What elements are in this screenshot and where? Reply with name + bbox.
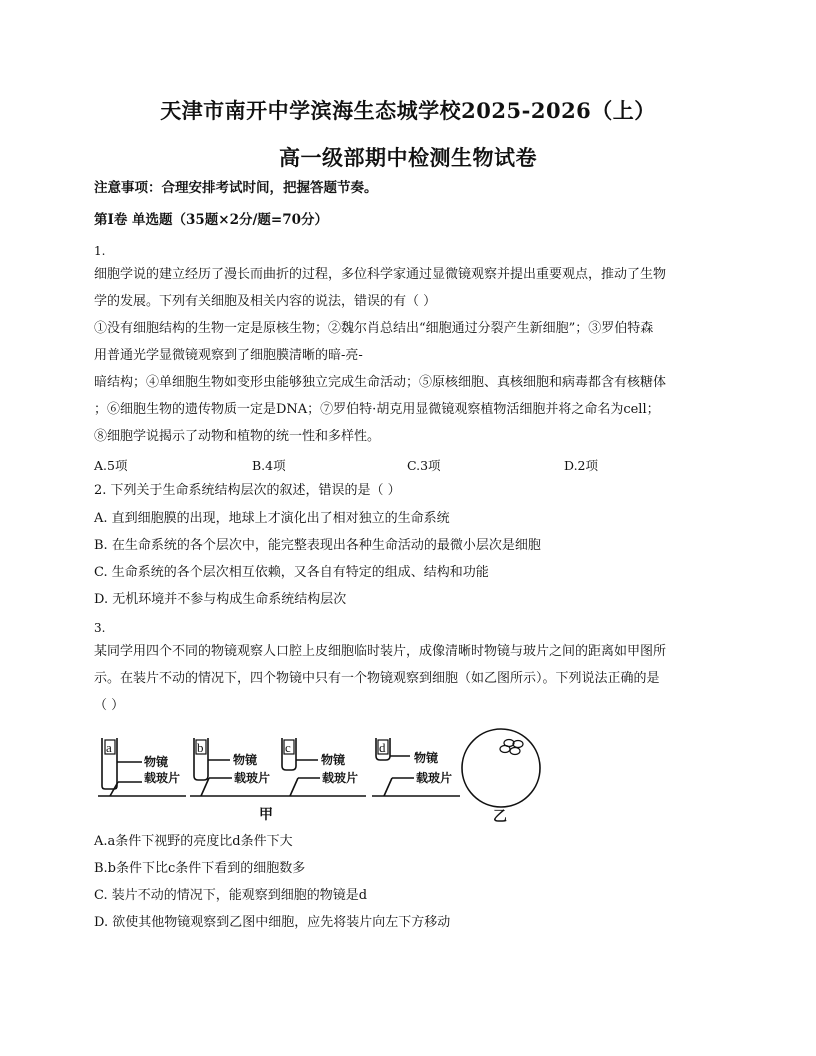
q1-option-b: B.4项 xyxy=(252,458,286,473)
label-objective: 物镜 xyxy=(144,755,169,769)
label-slide: 载玻片 xyxy=(234,771,271,785)
q2-option-a: A. 直到细胞膜的出现，地球上才演化出了相对独立的生命系统 xyxy=(94,511,450,526)
q3-option-b: B.b条件下比c条件下看到的细胞数多 xyxy=(94,861,306,876)
label-slide: 载玻片 xyxy=(322,771,359,785)
q2-option-b: B. 在生命系统的各个层次中，能完整表现出各种生命活动的最微小层次是细胞 xyxy=(94,538,541,553)
q3-option-d: D. 欲使其他物镜观察到乙图中细胞，应先将装片向左下方移动 xyxy=(94,915,451,930)
microscope-figure xyxy=(96,724,556,824)
label-slide: 载玻片 xyxy=(416,771,453,785)
q1-text-line: ；⑥细胞生物的遗传物质一定是DNA；⑦罗伯特·胡克用显微镜观察植物活细胞并将之命名为cell； xyxy=(94,402,660,417)
q1-text-line: 细胞学说的建立经历了漫长而曲折的过程，多位科学家通过显微镜观察并提出重要观点，推动了生物 xyxy=(94,267,667,282)
field-of-view xyxy=(462,729,540,807)
lens-letter-b: b xyxy=(197,740,204,755)
q1-number: 1. xyxy=(94,244,106,258)
label-objective: 物镜 xyxy=(321,753,346,767)
q3-option-c: C. 装片不动的情况下，能观察到细胞的物镜是d xyxy=(94,888,368,903)
section-heading: 第Ⅰ卷 单选题（35题×2分/题=70分） xyxy=(94,212,329,228)
lens-letter-c: c xyxy=(285,740,291,755)
q1-text-line: ⑧细胞学说揭示了动物和植物的统一性和多样性。 xyxy=(94,429,381,444)
lens-letter-d: d xyxy=(379,740,386,755)
objective-lens-c xyxy=(278,738,366,796)
q1-text-line: 学的发展。下列有关细胞及相关内容的说法，错误的有（ ） xyxy=(94,294,437,309)
q3-text-line: （ ） xyxy=(94,698,125,713)
caption-jia: 甲 xyxy=(259,807,273,823)
exam-title-line1: 天津市南开中学滨海生态城学校2025-2026（上） xyxy=(160,98,656,123)
notice: 注意事项：合理安排考试时间，把握答题节奏。 xyxy=(94,180,378,196)
label-slide: 载玻片 xyxy=(144,771,181,785)
q1-text-line: ①没有细胞结构的生物一定是原核生物；②魏尔肖总结出“细胞通过分裂产生新细胞”；③罗伯特森 xyxy=(94,321,654,336)
q1-option-a: A.5项 xyxy=(94,458,128,473)
q3-text-line: 示。在装片不动的情况下，四个物镜中只有一个物镜观察到细胞（如乙图所示）。下列说法正确的是 xyxy=(94,671,660,686)
q2-option-d: D. 无机环境并不参与构成生命系统结构层次 xyxy=(94,592,347,607)
q1-text-line: 用普通光学显微镜观察到了细胞膜清晰的暗-亮- xyxy=(94,348,363,363)
label-objective: 物镜 xyxy=(414,751,439,765)
q1-option-d: D.2项 xyxy=(564,458,599,473)
label-objective: 物镜 xyxy=(233,753,258,767)
q3-text-line: 某同学用四个不同的物镜观察人口腔上皮细胞临时装片，成像清晰时物镜与玻片之间的距离如甲图所 xyxy=(94,644,667,659)
q1-option-c: C.3项 xyxy=(407,458,441,473)
lens-letter-a: a xyxy=(106,740,112,755)
exam-title-line2: 高一级部期中检测生物试卷 xyxy=(279,145,537,170)
caption-yi: 乙 xyxy=(493,809,507,824)
q1-text-line: 暗结构；④单细胞生物如变形虫能够独立完成生命活动；⑤原核细胞、真核细胞和病毒都含有核糖体 xyxy=(94,375,667,390)
q2-stem: 2. 下列关于生命系统结构层次的叙述，错误的是（ ） xyxy=(94,483,401,498)
q2-option-c: C. 生命系统的各个层次相互依赖，又各自有特定的组成、结构和功能 xyxy=(94,565,489,580)
q3-number: 3. xyxy=(94,621,106,635)
q3-option-a: A.a条件下视野的亮度比d条件下大 xyxy=(94,834,293,849)
